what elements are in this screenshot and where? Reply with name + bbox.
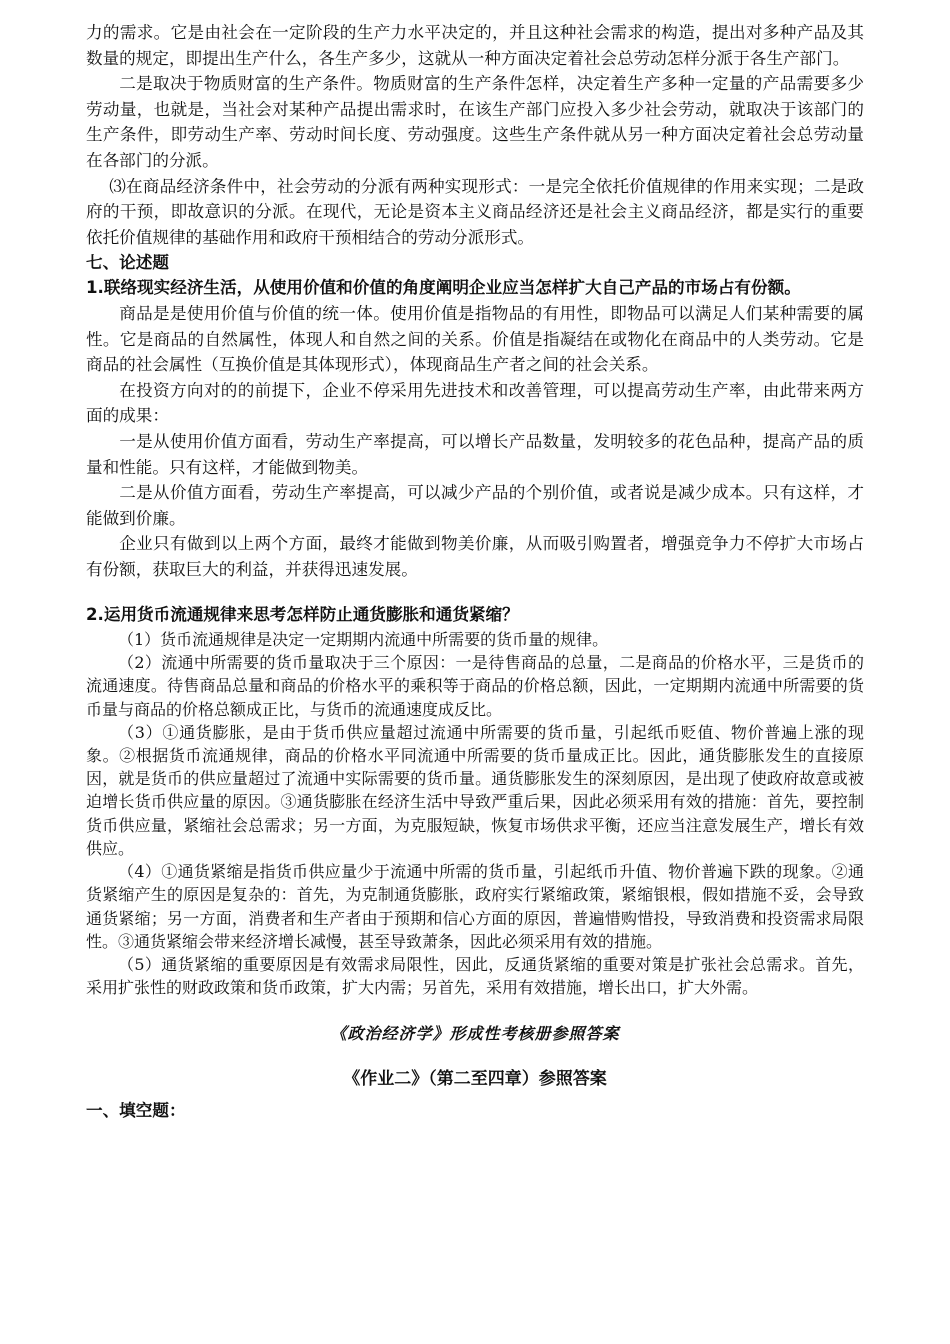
paragraph: （3）①通货膨胀，是由于货币供应量超过流通中所需要的货币量，引起纸币贬值、物价普遍上涨的现象。②根据货币流通规律，商品的价格水平同流通中所需要的货币量成正比。因此，通货膨胀发生的直接原因，就是货币的供应量超过了流通中实际需要的货币量。通货膨胀发生的深刻原因，是出现了使政府故意或被迫增长货币供应量的原因。③通货膨胀在经济生活中导致严重后果，因此必须采用有效的措施：首先，要控制货币供应量，紧缩社会总需求；另一方面，为克服短缺，恢复市场供求平衡，还应当注意发展生产，增长有效供应。 xyxy=(86,722,864,858)
paragraph: 力的需求。它是由社会在一定阶段的生产力水平决定的，并且这种社会需求的构造，提出对多种产品及其数量的规定，即提出生产什么，各生产多少，这就从一种方面决定着社会总劳动怎样分派于各生产部门。 xyxy=(86,23,864,68)
paragraph: 商品是是使用价值与价值的统一体。使用价值是指物品的有用性，即物品可以满足人们某种需要的属性。它是商品的自然属性，体现人和自然之间的关系。价值是指凝结在或物化在商品中的人类劳动。它是商品的社会属性（互换价值是其体现形式），体现商品生产者之间的社会关系。 xyxy=(86,303,864,375)
paragraph: ⑶在商品经济条件中，社会劳动的分派有两种实现形式：一是完全依托价值规律的作用来实现；二是政府的干预，即故意识的分派。在现代，无论是资本主义商品经济还是社会主义商品经济，都是实行的重要依托价值规律的基础作用和政府干预相结合的劳动分派形式。 xyxy=(86,176,864,247)
answer-block xyxy=(86,628,864,999)
document-page xyxy=(86,20,864,1121)
paragraph: 企业只有做到以上两个方面，最终才能做到物美价廉，从而吸引购置者，增强竞争力不停扩大市场占有份额，获取巨大的利益，并获得迅速发展。 xyxy=(86,534,864,579)
paragraph: 在投资方向对的的前提下，企业不停采用先进技术和改善管理，可以提高劳动生产率，由此带来两方面的成果： xyxy=(86,380,864,426)
section-heading: 一、填空题： xyxy=(86,1101,186,1121)
paragraph: （2）流通中所需要的货币量取决于三个原因：一是待售商品的总量，二是商品的价格水平，三是货币的流通速度。待售商品总量和商品的价格水平的乘积等于商品的价格总额，因此，一定期期内流通中所需要的货币量与商品的价格总额成正比，与货币的流通速度成反比。 xyxy=(86,653,864,719)
question-title: 1.联络现实经济生活，从使用价值和价值的角度阐明企业应当怎样扩大自己产品的市场占有份额。 xyxy=(86,278,801,298)
course-title: 《政治经济学》形成性考核册参照答案 xyxy=(330,1024,620,1044)
section-heading: 七、论述题 xyxy=(86,253,169,273)
paragraph: 一是从使用价值方面看，劳动生产率提高，可以增长产品数量，发明较多的花色品种，提高产品的质量和性能。只有这样，才能做到物美。 xyxy=(86,431,864,477)
paragraph: 二是取决于物质财富的生产条件。物质财富的生产条件怎样，决定着生产多种一定量的产品需要多少劳动量，也就是，当社会对某种产品提出需求时，在该生产部门应投入多少社会劳动，就取决于该部门的生产条件，即劳动生产率、劳动时间长度、劳动强度。这些生产条件就从另一种方面决定着社会总劳动量在各部门的分派。 xyxy=(86,74,864,170)
paragraph: （1）货币流通规律是决定一定期期内流通中所需要的货币量的规律。 xyxy=(118,630,609,650)
paragraph: （5）通货紧缩的重要原因是有效需求局限性，因此，反通货紧缩的重要对策是扩张社会总需求。首先，采用扩张性的财政政策和货币政策，扩大内需；另首先，采用有效措施，增长出口，扩大外需。 xyxy=(86,954,864,998)
assignment-title: 《作业二》（第二至四章）参照答案 xyxy=(343,1069,607,1090)
question-title: 2.运用货币流通规律来思考怎样防止通货膨胀和通货紧缩？ xyxy=(86,605,519,625)
paragraph: 二是从价值方面看，劳动生产率提高，可以减少产品的个别价值，或者说是减少成本。只有这样，才能做到价廉。 xyxy=(86,483,864,528)
paragraph: （4）①通货紧缩是指货币供应量少于流通中所需的货币量，引起纸币升值、物价普遍下跌的现象。②通货紧缩产生的原因是复杂的：首先，为克制通货膨胀，政府实行紧缩政策，紧缩银根，假如措施不妥，会导致通货紧缩；另一方面，消费者和生产者由于预期和信心方面的原因，普遍惜购惜投，导致消费和投资需求局限性。③通货紧缩会带来经济增长减慢，甚至导致萧条，因此必须采用有效的措施。 xyxy=(86,862,864,951)
